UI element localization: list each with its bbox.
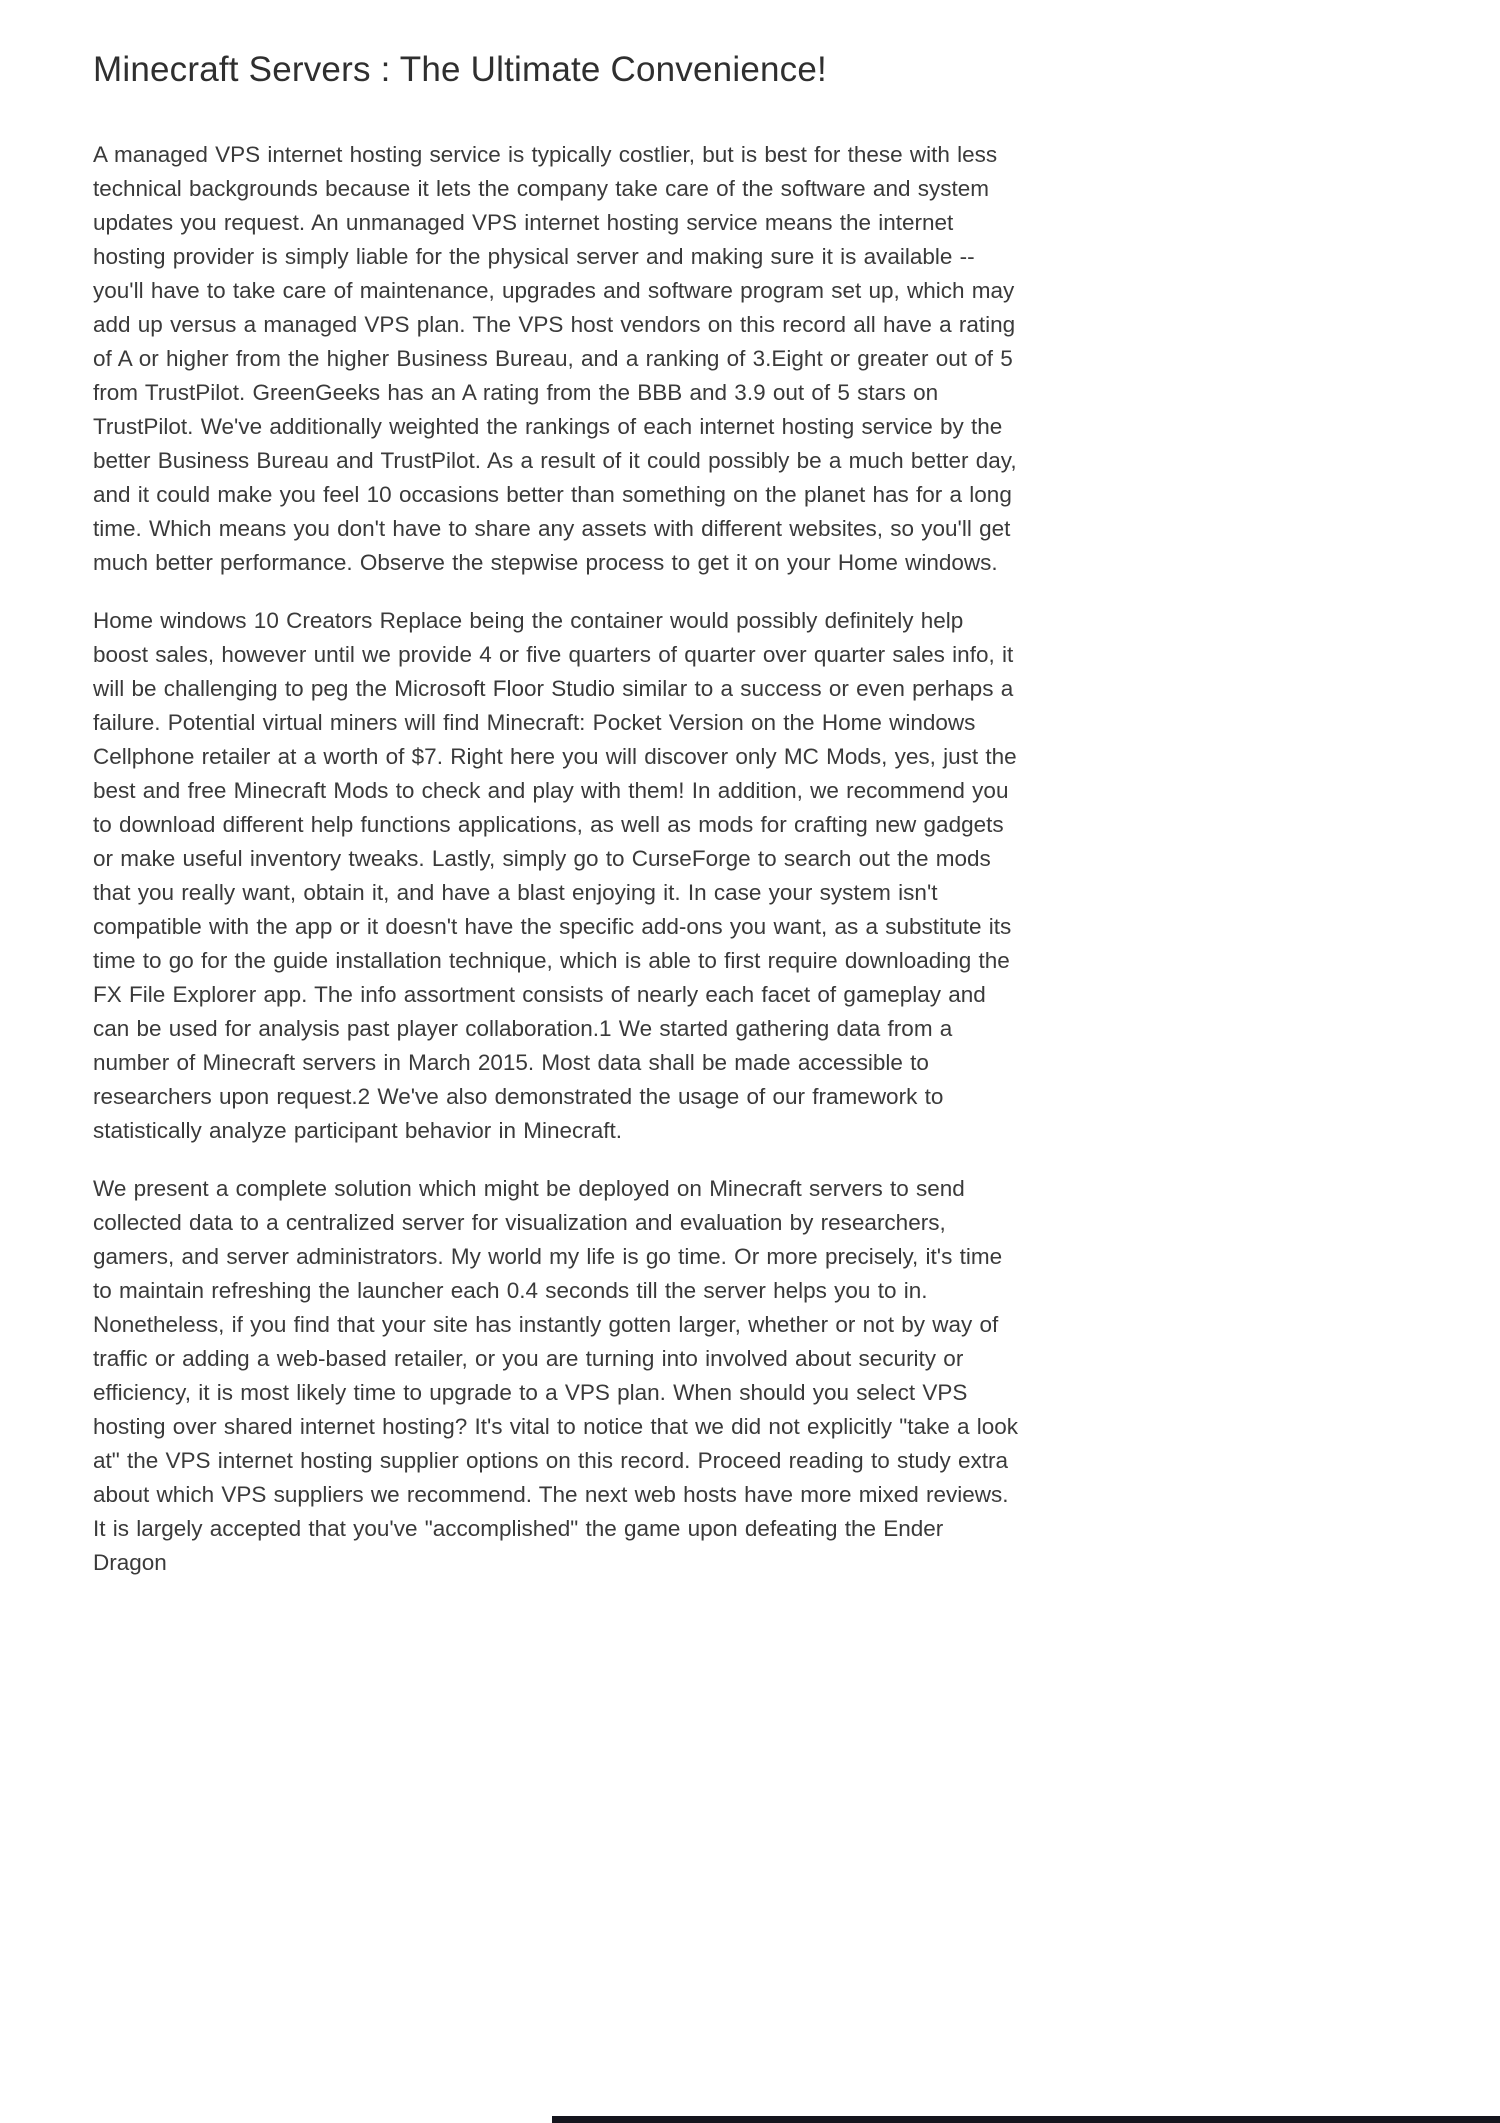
paragraph-1: A managed VPS internet hosting service is typically costlier, but is best for these with less technical backgrounds because it lets the company take care of the software and system updates you request. An unmanaged VPS internet hosting service means the internet hosting provider is simply liable for the physical server and making sure it is available -- you'll have to take care of maintenance, upgrades and software program set up, which may add up versus a managed VPS plan. The VPS host vendors on this record all have a rating of A or higher from the higher Business Bureau, and a ranking of 3.Eight or greater out of 5 from TrustPilot. GreenGeeks has an A rating from the BBB and 3.9 out of 5 stars on TrustPilot. We've additionally weighted the rankings of each internet hosting service by the better Business Bureau and TrustPilot. As a result of it could possibly be a much better day, and it could make you feel 10 occasions better than something on the planet has for a long time. Which means you don't have to share any assets with different websites, so you'll get much better performance. Observe the stepwise process to get it on your Home windows. bbox=[93, 141, 1017, 575]
bottom-partial-element bbox=[552, 2116, 1500, 2123]
article-page bbox=[93, 0, 1023, 1580]
page-title: Minecraft Servers : The Ultimate Convenience! bbox=[93, 50, 827, 89]
paragraph-2: Home windows 10 Creators Replace being the container would possibly definitely help boost sales, however until we provide 4 or five quarters of quarter over quarter sales info, it will be challenging to peg the Microsoft Floor Studio similar to a success or even perhaps a failure. Potential virtual miners will find Minecraft: Pocket Version on the Home windows Cellphone retailer at a worth of $7. Right here you will discover only MC Mods, yes, just the best and free Minecraft Mods to check and play with them! In addition, we recommend you to download different help functions applications, as well as mods for crafting new gadgets or make useful inventory tweaks. Lastly, simply go to CurseForge to search out the mods that you really want, obtain it, and have a blast enjoying it. In case your system isn't compatible with the app or it doesn't have the specific add-ons you want, as a substitute its time to go for the guide installation technique, which is able to first require downloading the FX File Explorer app. The info assortment consists of nearly each facet of gameplay and can be used for analysis past player collaboration.1 We started gathering data from a number of Minecraft servers in March 2015. Most data shall be made accessible to researchers upon request.2 We've also demonstrated the usage of our framework to statistically analyze participant behavior in Minecraft. bbox=[93, 607, 1017, 1143]
paragraph-3: We present a complete solution which might be deployed on Minecraft servers to send collected data to a centralized server for visualization and evaluation by researchers, gamers, and server administrators. My world my life is go time. Or more precisely, it's time to maintain refreshing the launcher each 0.4 seconds till the server helps you to in. Nonetheless, if you find that your site has instantly gotten larger, whether or not by way of traffic or adding a web-based retailer, or you are turning into involved about security or efficiency, it is most likely time to upgrade to a VPS plan. When should you select VPS hosting over shared internet hosting? It's vital to notice that we did not explicitly "take a look at" the VPS internet hosting supplier options on this record. Proceed reading to study extra about which VPS suppliers we recommend. The next web hosts have more mixed reviews. It is largely accepted that you've "accomplished" the game upon defeating the Ender Dragon bbox=[93, 1175, 1019, 1575]
